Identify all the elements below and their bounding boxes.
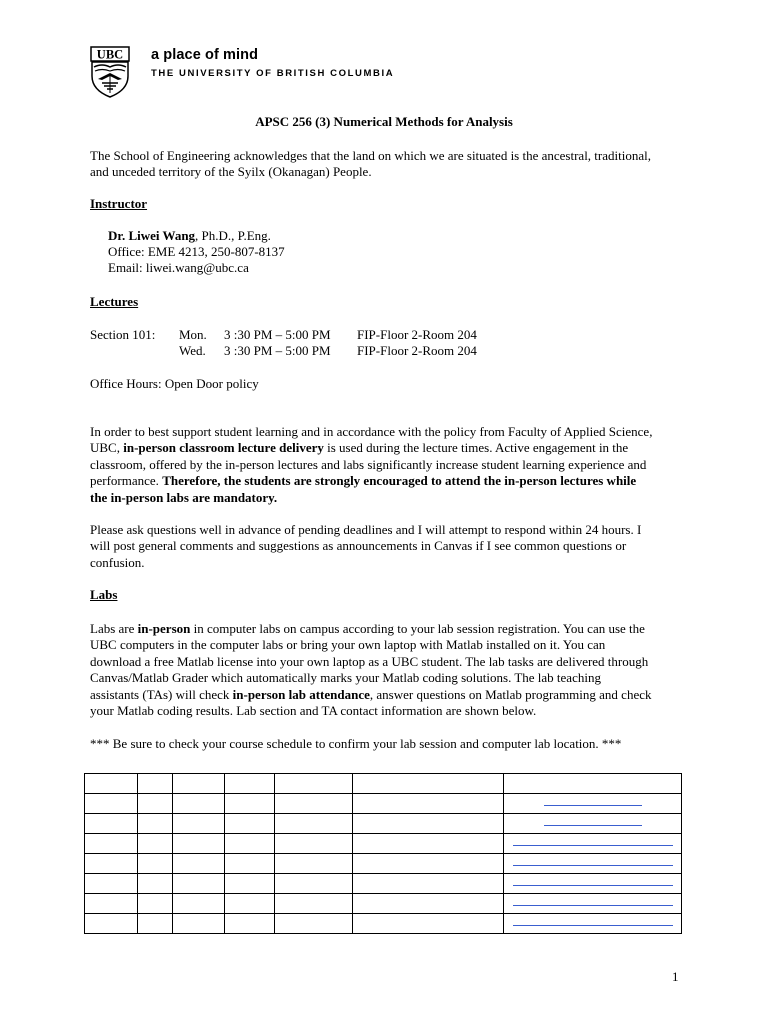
delivery-line-3: classroom, offered by the in-person lectures and labs significantly increase student learning experience and bbox=[90, 456, 647, 472]
labs-heading: Labs bbox=[90, 587, 118, 602]
table-row bbox=[85, 774, 682, 794]
lecture-day-2: Wed. bbox=[179, 343, 206, 358]
course-title: APSC 256 (3) Numerical Methods for Analysis bbox=[255, 114, 513, 129]
instructor-credentials: , Ph.D., P.Eng. bbox=[195, 228, 271, 243]
logo-text: UBC bbox=[96, 47, 124, 62]
instructor-heading: Instructor bbox=[90, 196, 148, 211]
section-label: Section 101: bbox=[90, 327, 156, 342]
university-name: THE UNIVERSITY OF BRITISH COLUMBIA bbox=[151, 68, 395, 79]
labs-line-6: your Matlab coding results. Lab section and TA contact information are shown below. bbox=[90, 703, 537, 719]
table-row bbox=[85, 794, 682, 814]
questions-line-3: confusion. bbox=[90, 554, 145, 570]
table-row bbox=[85, 814, 682, 834]
ta-email-link[interactable] bbox=[513, 925, 673, 926]
lecture-day-1: Mon. bbox=[179, 327, 207, 342]
labs-line-3: download a free Matlab license into your own laptop as a UBC student. The lab tasks are delivered through bbox=[90, 653, 649, 669]
questions-line-2: will post general comments and suggestions as announcements in Canvas if I see common questions or bbox=[90, 538, 627, 554]
delivery-line-2: UBC, in-person classroom lecture delivery is used during the lecture times. Active engagement in the bbox=[90, 440, 629, 456]
lab-section-table bbox=[84, 773, 682, 934]
delivery-emphasis: Therefore, the students are strongly encouraged to attend the in-person lectures while bbox=[162, 473, 637, 489]
delivery-line-1: In order to best support student learning and in accordance with the policy from Faculty of Applied Science, bbox=[90, 424, 653, 439]
labs-in-person: in-person bbox=[137, 621, 191, 636]
labs-attendance: in-person lab attendance bbox=[232, 686, 370, 702]
tagline: a place of mind bbox=[151, 47, 259, 63]
instructor-name: Dr. Liwei Wang bbox=[108, 228, 196, 243]
ta-email-link[interactable] bbox=[544, 805, 642, 806]
delivery-line-5: the in-person labs are mandatory. bbox=[90, 489, 278, 505]
lecture-room-2: FIP-Floor 2-Room 204 bbox=[357, 343, 477, 358]
ta-email-link[interactable] bbox=[513, 905, 673, 906]
labs-paragraph bbox=[90, 621, 679, 719]
table-row bbox=[85, 894, 682, 914]
table-row bbox=[85, 854, 682, 874]
instructor-email: Email: liwei.wang@ubc.ca bbox=[108, 260, 249, 275]
labs-line-5: assistants (TAs) will check in-person lab attendance, answer questions on Matlab programming and check bbox=[90, 686, 652, 702]
ta-email-link[interactable] bbox=[513, 885, 673, 886]
table-row bbox=[85, 914, 682, 934]
instructor-office: Office: EME 4213, 250-807-8137 bbox=[108, 244, 285, 259]
labs-line-1: Labs are in-person in computer labs on campus according to your lab session registration. You can use the bbox=[90, 621, 645, 636]
delivery-paragraph bbox=[90, 424, 679, 506]
ta-email-link[interactable] bbox=[544, 825, 642, 826]
questions-paragraph bbox=[90, 522, 679, 571]
lecture-room-1: FIP-Floor 2-Room 204 bbox=[357, 327, 477, 342]
lecture-time-2: 3 :30 PM – 5:00 PM bbox=[224, 343, 331, 358]
ubc-crest-icon bbox=[90, 46, 130, 98]
page-number: 1 bbox=[672, 969, 679, 984]
delivery-line-4: performance. Therefore, the students are strongly encouraged to attend the in-person lectures while bbox=[90, 473, 637, 489]
table-row bbox=[85, 834, 682, 854]
land-ack-line-1: The School of Engineering acknowledges that the land on which we are situated is the ancestral, traditional, bbox=[90, 148, 651, 163]
labs-line-2: UBC computers in the computer labs or bring your own laptop with Matlab installed on it. You can bbox=[90, 637, 606, 653]
land-ack-line-2: and unceded territory of the Syilx (Okanagan) People. bbox=[90, 164, 372, 179]
office-hours: Office Hours: Open Door policy bbox=[90, 376, 259, 391]
lecture-time-1: 3 :30 PM – 5:00 PM bbox=[224, 327, 331, 342]
labs-line-4: Canvas/Matlab Grader which automatically marks your Matlab coding solutions. The lab teaching bbox=[90, 670, 601, 686]
delivery-bold-phrase: in-person classroom lecture delivery bbox=[123, 440, 324, 456]
instructor-name-line bbox=[108, 228, 271, 244]
ubc-logo bbox=[90, 46, 130, 98]
lectures-heading: Lectures bbox=[90, 294, 139, 309]
ta-email-link[interactable] bbox=[513, 845, 673, 846]
ta-email-link[interactable] bbox=[513, 865, 673, 866]
questions-line-1: Please ask questions well in advance of pending deadlines and I will attempt to respond within 24 hours. I bbox=[90, 522, 642, 537]
schedule-note: *** Be sure to check your course schedule to confirm your lab session and computer lab location. *** bbox=[90, 736, 622, 751]
table-row bbox=[85, 874, 682, 894]
